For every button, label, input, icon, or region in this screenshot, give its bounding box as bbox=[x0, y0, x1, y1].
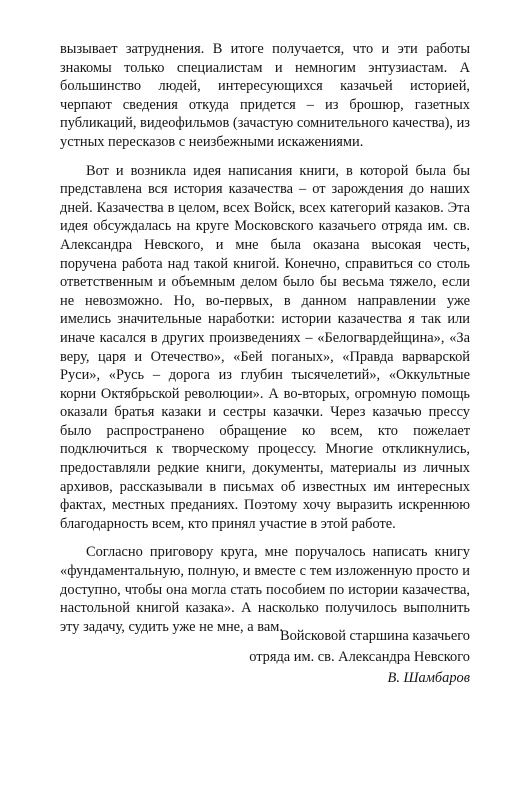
signature-author: В. Шамбаров bbox=[387, 670, 470, 686]
signature-block bbox=[170, 626, 470, 689]
paragraph-3: Согласно приговору круга, мне поручалось написать книгу «фундаментальную, полную, и вместе с тем изложенную просто и доступно, чтобы она могла стать пособием по истории казачества, настольной книгой казака». А насколько получилось выполнить эту задачу, судить уже не мне, а вам. bbox=[60, 544, 470, 635]
paragraph-1: вызывает затруднения. В итоге получается, что и эти работы знакомы только специалистам и немногим энтузиастам. А большинство людей, интересующихся казачьей историей, черпают сведения откуда придется – из брошюр, газетных публикаций, видеофильмов (зачастую сомнительного качества), из устных пересказов с неизбежными искажениями. bbox=[60, 41, 470, 150]
signature-title-line-2: отряда им. св. Александра Невского bbox=[249, 649, 470, 665]
document-body bbox=[60, 40, 470, 636]
signature-title-line-1: Войсковой старшина казачьего bbox=[279, 628, 470, 644]
paragraph-2: Вот и возникла идея написания книги, в которой была бы представлена вся история казачества – от зарождения до наших дней. Казачества в целом, всех Войск, всех категорий казаков. Эта идея обсуждалась на круге Московского казачьего отряда им. св. Александра Невского, и мне была оказана высокая честь, поручена работа над такой книгой. Конечно, справиться со столь ответственным и объемным делом было бы весьма тяжело, если не невозможно. Но, во-первых, в данном направлении уже имелись значительные наработки: истории казачества я так или иначе касался в других произведениях – «Белогвардейщина», «За веру, царя и Отечество», «Бей поганых», «Правда варварской Руси», «Русь – дорога из глубин тысячелетий», «Оккультные корни Октябрьской революции». А во-вторых, огромную помощь оказали братья казаки и сестры казачки. Через казачью прессу было распространено обращение ко всем, кто пожелает подключиться к творческому процессу. Многие откликнулись, предоставляли редкие книги, документы, материалы из личных архивов, рассказывали в письмах об известных им интересных фактах, местных преданиях. Поэтому хочу выразить искреннюю благодарность всем, кто принял участие в этой работе. bbox=[60, 162, 470, 532]
